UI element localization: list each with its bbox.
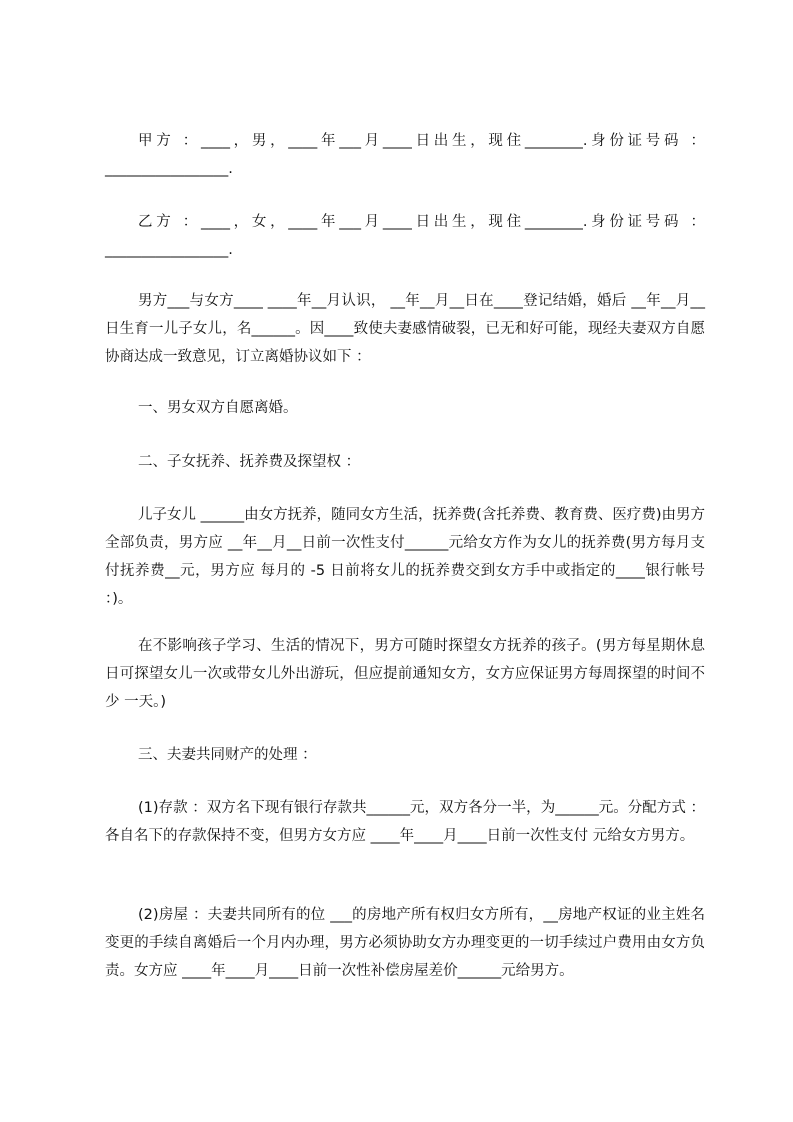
intro-paragraph: 男方___与女方____ ____年__月认识， __年__月__日在____登记结婚，婚后 __年__月__日生育一儿子女儿，名______。因____致使夫妻感情破裂，已无和好可能，现经夫妻双方自愿协商达成一致意见，订立离婚协议如下 ：: [105, 293, 705, 365]
custody-paragraph: 儿子女儿 ______由女方抚养，随同女方生活，抚养费(含托养费、教育费、医疗费)由男方全部负责，男方应 __年__月__日前一次性支付______元给女方作为女儿的抚养费(男方每月支付抚养费__元，男方应 每月的 -5 日前将女儿的抚养费交到女方手中或指定的____银行帐号 ：)。: [105, 507, 705, 607]
section-2-heading: 二、子女抚养、抚养费及探望权 ：: [138, 454, 361, 470]
visitation-paragraph: 在不影响孩子学习、生活的情况下，男方可随时探望女方抚养的孩子。(男方每星期休息日可探望女儿一次或带女儿外出游玩，但应提前通知女方，女方应保证男方每周探望的时间不少 一天。): [105, 638, 705, 710]
section-3-heading: 三、夫妻共同财产的处理 ：: [138, 747, 317, 763]
party-a-paragraph: 甲方 ：____，男，____年___月____日出生，现住________.身份证号码 ：_________________.: [105, 133, 705, 177]
deposits-paragraph: (1)存款 ：双方名下现有银行存款共______元，双方各分一半，为______元。分配方式 ：各自名下的存款保持不变，但男方女方应 ____年____月____日前一次性支付 元给女方男方。: [105, 800, 705, 844]
house-paragraph: (2)房屋 ：夫妻共同所有的位 ___的房地产所有权归女方所有，__房地产权证的业主姓名变更的手续自离婚后一个月内办理，男方必须协助女方办理变更的一切手续过户费用由女方负责。女方应 ____年____月____日前一次性补偿房屋差价______元给男方。: [105, 907, 705, 979]
section-1-heading: 一、男女双方自愿离婚。: [138, 400, 298, 416]
party-b-paragraph: 乙方 ：____，女，____年___月____日出生，现住________.身份证号码 ：_________________.: [105, 214, 705, 258]
